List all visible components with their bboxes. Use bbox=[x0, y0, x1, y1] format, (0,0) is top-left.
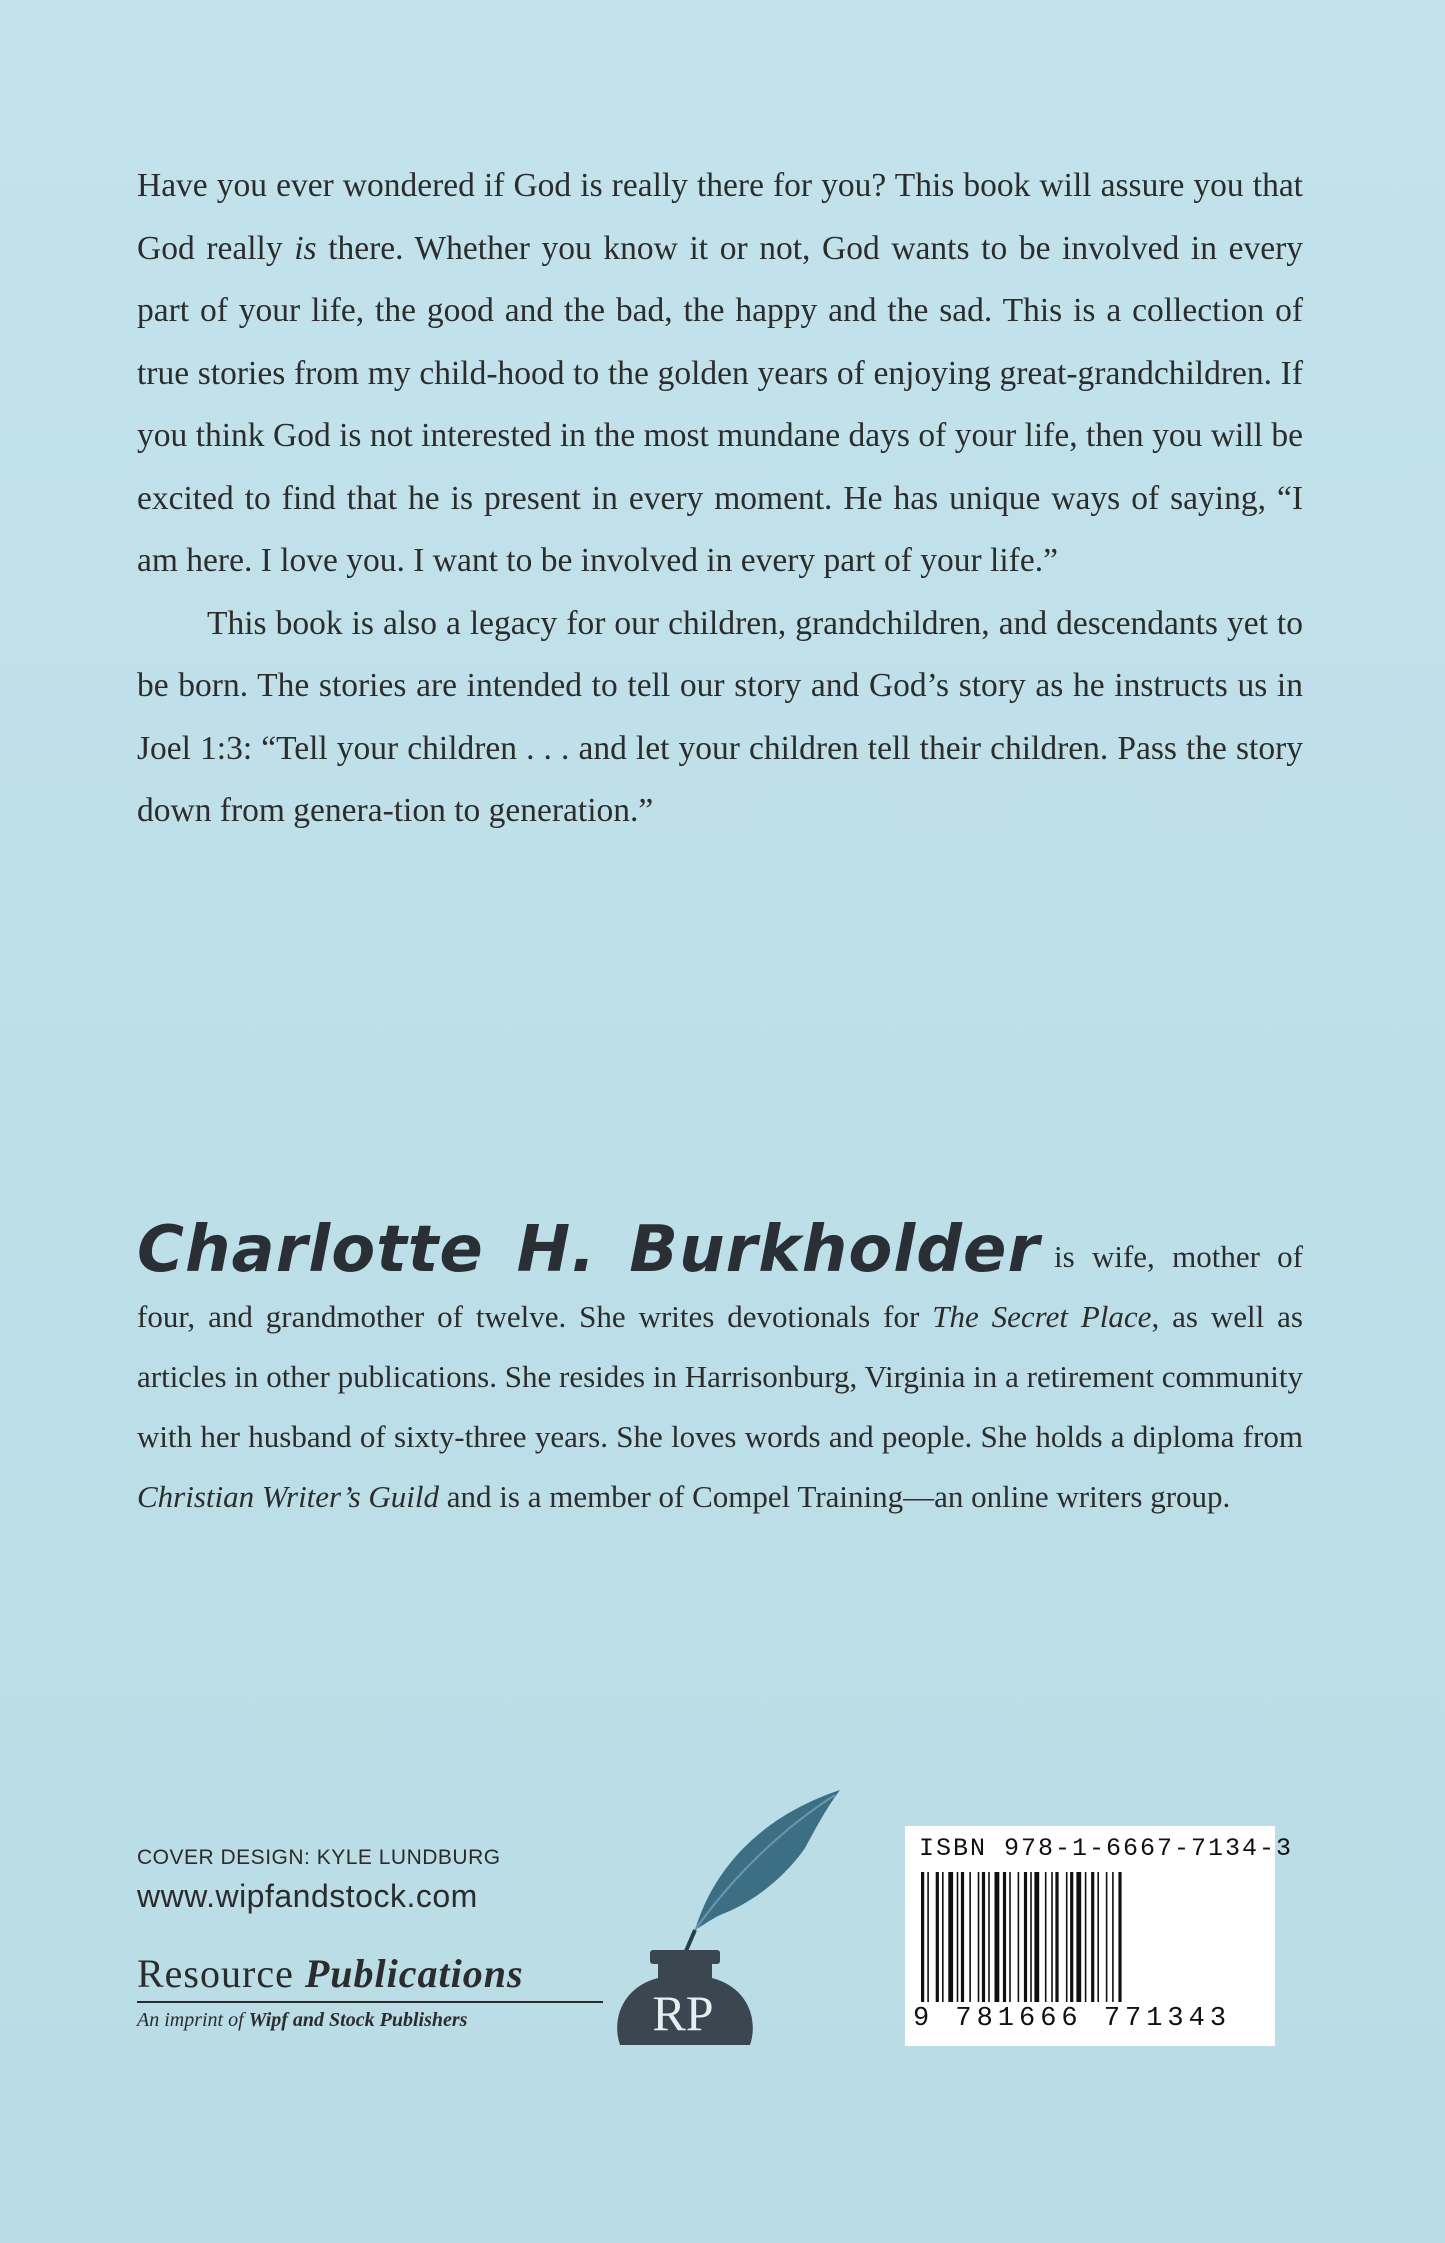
logo-monogram: RP bbox=[652, 1985, 714, 2041]
author-name: Charlotte H. Burkholder bbox=[137, 1213, 1041, 1287]
barcode-bar bbox=[1051, 1872, 1053, 2002]
barcode-bar bbox=[942, 1872, 944, 2002]
barcode-bar bbox=[978, 1872, 980, 2002]
credits bbox=[137, 1846, 501, 1915]
cover-design-credit: COVER DESIGN: KYLE LUNDBURG bbox=[137, 1846, 501, 1869]
barcode-bar bbox=[1045, 1872, 1047, 2002]
barcode-bar bbox=[982, 1872, 985, 2002]
feather-icon bbox=[695, 1790, 840, 1930]
barcode-bar bbox=[936, 1872, 939, 2002]
barcode-bar bbox=[1030, 1872, 1032, 2002]
publisher-block bbox=[137, 1950, 603, 2032]
barcode-bar bbox=[1085, 1872, 1087, 2002]
barcode-bar bbox=[1009, 1872, 1011, 2002]
barcode-bar bbox=[1097, 1872, 1099, 2002]
publisher-imprint: An imprint of Wipf and Stock Publishers bbox=[137, 2009, 468, 2031]
book-blurb bbox=[137, 155, 1303, 843]
barcode-bar bbox=[921, 1872, 924, 2002]
barcode-bar bbox=[1118, 1872, 1121, 2002]
barcode-bar bbox=[1066, 1872, 1068, 2002]
barcode-bar bbox=[1034, 1872, 1039, 2002]
barcode-bar bbox=[1055, 1872, 1058, 2002]
barcode-bar bbox=[1076, 1872, 1081, 2002]
barcode-bar bbox=[1070, 1872, 1073, 2002]
barcode-bar bbox=[995, 1872, 1000, 2002]
barcode-bar bbox=[957, 1872, 959, 2002]
barcode-bar bbox=[1024, 1872, 1027, 2002]
barcode-bar bbox=[1106, 1872, 1108, 2002]
quill-inkwell-logo bbox=[600, 1760, 860, 2060]
barcode-bar bbox=[1003, 1872, 1006, 2002]
publisher-website: www.wipfandstock.com bbox=[137, 1878, 478, 1914]
author-bio: Charlotte H. Burkholder is wife, mother of four, and grandmother of twelve. She writes devotionals for The Secret Place, as well as articles in other publications. She resides in Harrisonburg, Virginia in a retirement community with her husband of sixty-three years. She loves words and people. She holds a diploma from Christian Writer’s Guild and is a member of Compel Training—an online writers group. bbox=[137, 1213, 1304, 1514]
barcode-bar bbox=[961, 1872, 964, 2002]
barcode-digits: 9 781666 771343 bbox=[913, 2004, 1232, 2034]
publisher-name: Resource Publications bbox=[137, 1950, 603, 2003]
barcode-bar bbox=[927, 1872, 929, 2002]
blurb-paragraph-1: Have you ever wondered if God is really there for you? This book will assure you that God really is there. Whether you know it or not, God wants to be involved in every part of your life, the good and the bad, the happy and the sad. This is a collection of true stories from my child-hood to the golden years of enjoying great-grandchildren. If you think God is not interested in the most mundane days of your life, then you will be excited to find that he is present in every moment. He has unique ways of saying, “I am here. I love you. I want to be involved in every part of your life.” bbox=[137, 167, 1304, 579]
blurb-paragraph-2: This book is also a legacy for our children, grandchildren, and descendants yet to be born. The stories are intended to tell our story and God’s story as he instructs us in Joel 1:3: “Tell your children . . . and let your children tell their children. Pass the story down from genera-tion to generation.” bbox=[137, 604, 1303, 829]
barcode-bar bbox=[948, 1872, 953, 2002]
isbn-barcode-box bbox=[905, 1826, 1294, 2046]
barcode-bar bbox=[1091, 1872, 1094, 2002]
isbn-number: ISBN 978-1-6667-7134-3 bbox=[919, 1834, 1294, 1863]
barcode-bar bbox=[1112, 1872, 1114, 2002]
barcode bbox=[919, 1872, 1261, 2002]
barcode-bar bbox=[1018, 1872, 1020, 2002]
barcode-bar bbox=[969, 1872, 971, 2002]
barcode-bar bbox=[988, 1872, 990, 2002]
